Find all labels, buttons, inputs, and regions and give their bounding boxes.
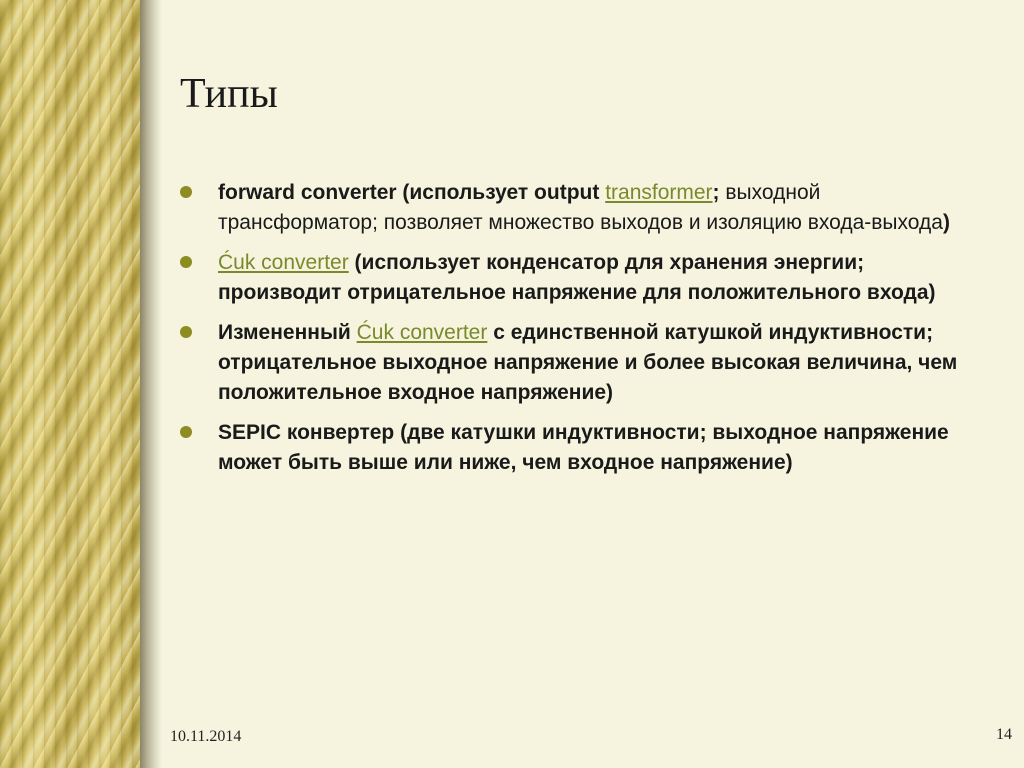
bullet-item-cuk-converter [180,248,980,308]
bullet-dot-icon [180,426,192,438]
bullet-item-forward-converter [180,178,980,238]
bullet-dot-icon [180,256,192,268]
slide-title: Типы [180,71,278,117]
bullet-text: выходной трансформатор; позволяет множество выходов и изоляцию входа-выхода [218,181,943,234]
bullet-text: ; [712,181,726,204]
transformer-link[interactable]: transformer [605,181,713,204]
bullet-text: Измененный [218,321,357,344]
bullet-dot-icon [180,326,192,338]
bullet-text: (использует конденсатор для хранения энергии; производит отрицательное напряжение для положительного входа) [218,251,936,304]
bullet-text: SEPIC конвертер (две катушки индуктивности; выходное напряжение может быть выше или ниже, чем входное напряжение) [218,421,949,474]
footer-date: 10.11.2014 [170,728,242,745]
panel-shadow-edge [140,0,162,768]
bullet-text: forward converter (использует output [218,181,606,204]
page-number: 14 [996,726,1012,743]
cuk-converter-link[interactable]: Ćuk converter [356,321,488,344]
decorative-gold-panel [0,0,140,768]
bullet-item-modified-cuk [180,318,980,408]
bullet-list [180,178,980,488]
bullet-dot-icon [180,186,192,198]
cuk-converter-link[interactable]: Ćuk converter [218,251,349,274]
bullet-item-sepic [180,418,980,478]
bullet-text: с единственной катушкой индуктивности; отрицательное выходное напряжение и более высокая величина, чем положительное входное напряжение) [218,321,958,404]
bullet-text: ) [942,211,950,234]
